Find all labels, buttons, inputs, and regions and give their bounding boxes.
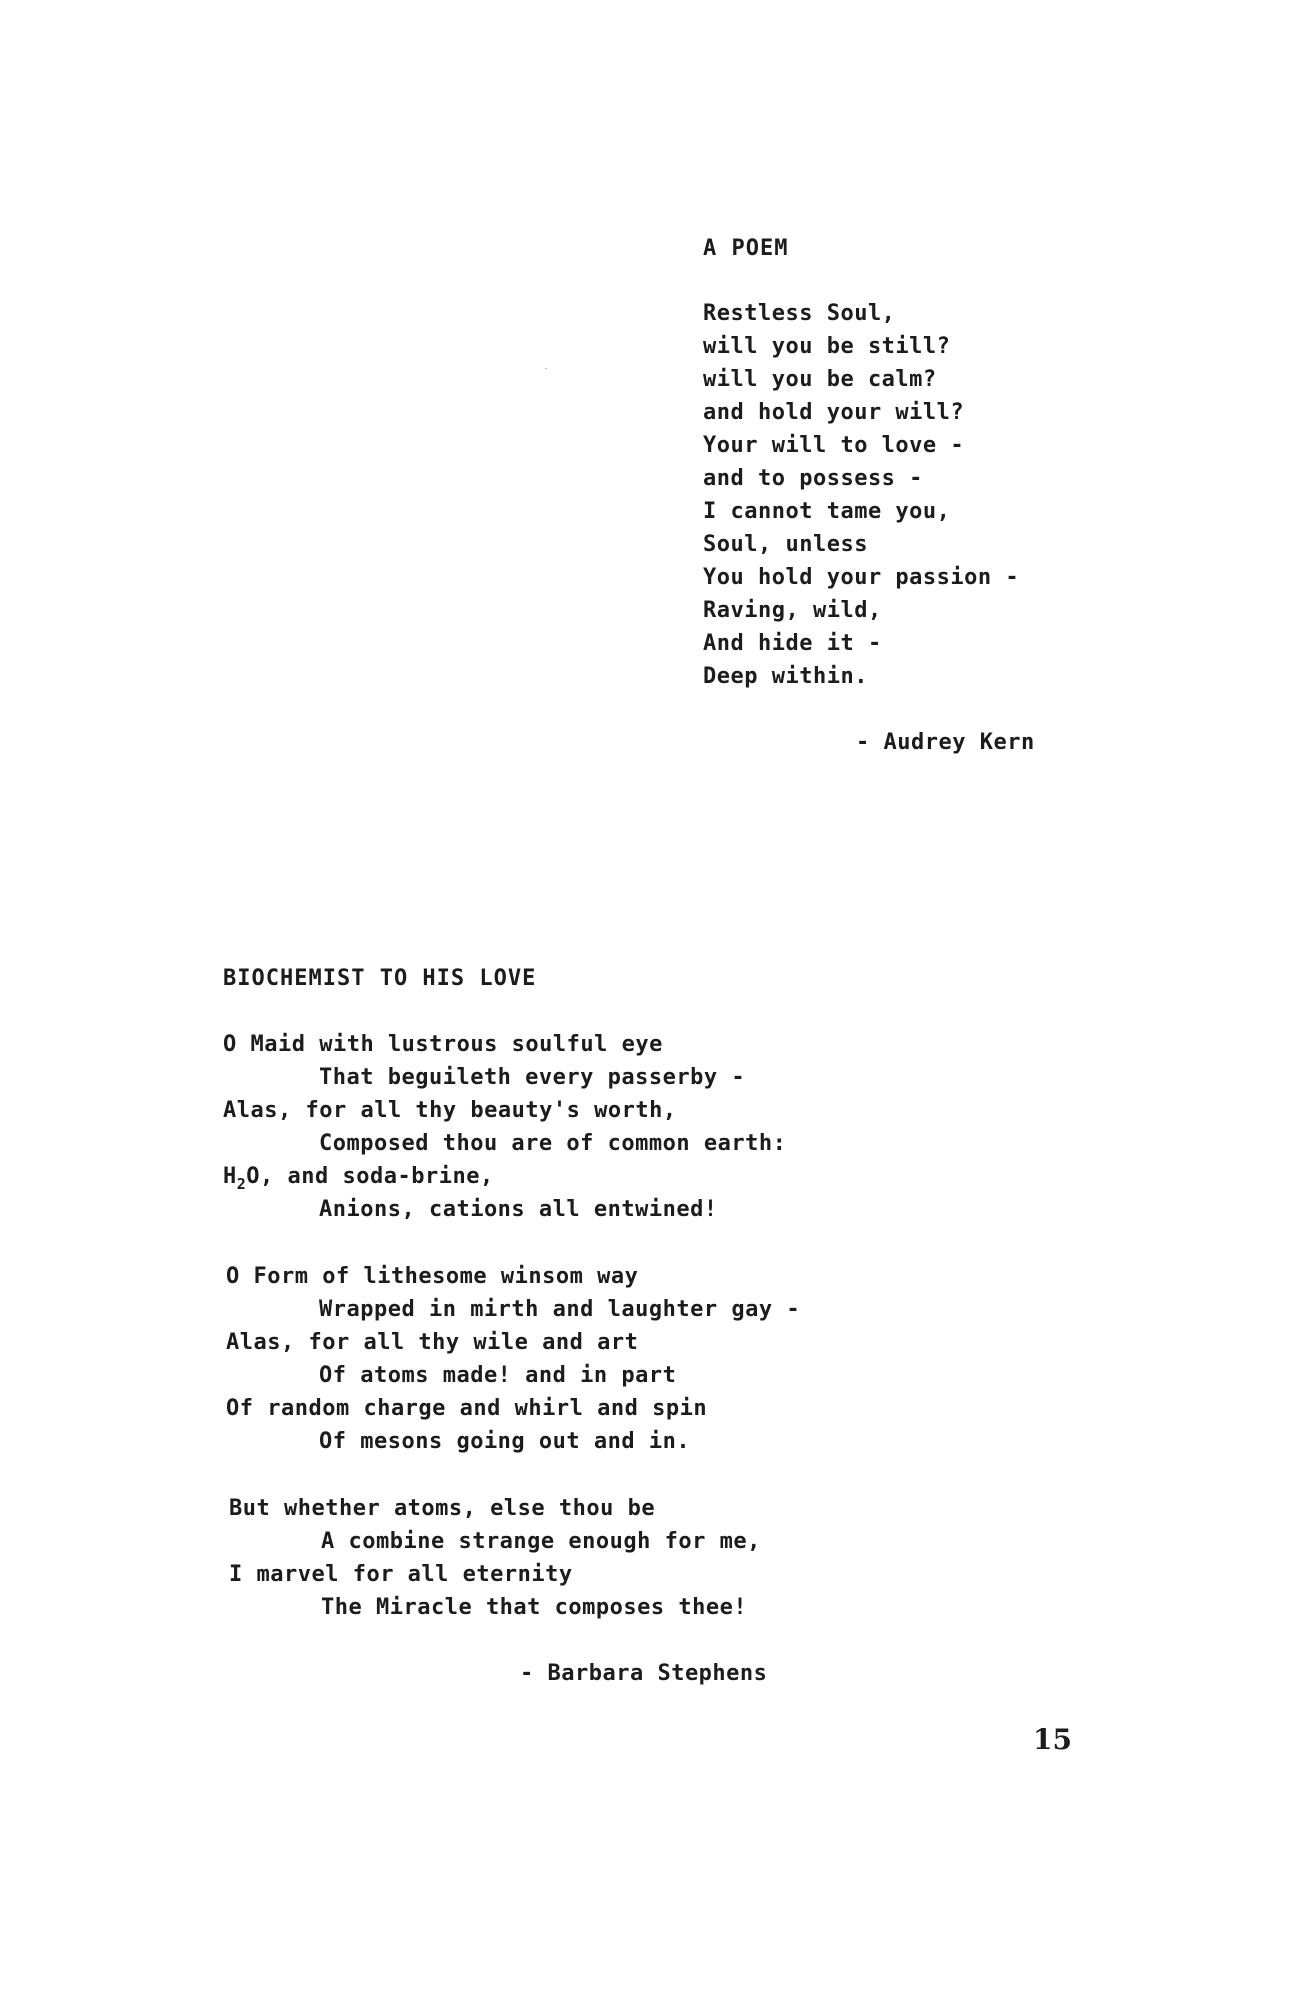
paper-speck bbox=[545, 368, 547, 369]
formula-subscript: 2 bbox=[236, 1175, 247, 1193]
poem2-line-formula bbox=[223, 1164, 494, 1193]
poem1-line: You hold your passion - bbox=[703, 565, 1020, 590]
formula-h: H bbox=[223, 1164, 237, 1189]
poem2-line: Wrapped in mirth and laughter gay - bbox=[319, 1297, 801, 1322]
poem2-line: Of mesons going out and in. bbox=[319, 1429, 691, 1454]
poem2-line: But whether atoms, else thou be bbox=[229, 1496, 656, 1521]
poem1-line: and hold your will? bbox=[703, 400, 965, 425]
formula-rest: O, and soda-brine, bbox=[246, 1164, 494, 1189]
poem2-line: A combine strange enough for me, bbox=[321, 1529, 761, 1554]
poem1-line: And hide it - bbox=[703, 631, 882, 656]
poem1-line: will you be still? bbox=[703, 334, 951, 359]
poem1-line: I cannot tame you, bbox=[703, 499, 951, 524]
poem2-line: Alas, for all thy beauty's worth, bbox=[223, 1098, 677, 1123]
poem1-line: and to possess - bbox=[703, 466, 923, 491]
poem2-line: I marvel for all eternity bbox=[229, 1562, 573, 1587]
poem2-author: - Barbara Stephens bbox=[520, 1661, 768, 1686]
poem2-line: O Form of lithesome winsom way bbox=[226, 1264, 639, 1289]
poem1-line: will you be calm? bbox=[703, 367, 937, 392]
poem2-line: O Maid with lustrous soulful eye bbox=[223, 1032, 663, 1057]
page-number: 15 bbox=[1033, 1723, 1072, 1756]
poem1-line: Restless Soul, bbox=[703, 301, 896, 326]
poem2-line: The Miracle that composes thee! bbox=[321, 1595, 748, 1620]
poem2-line: That beguileth every passerby - bbox=[319, 1065, 746, 1090]
poem1-line: Soul, unless bbox=[703, 532, 868, 557]
poem1-line: Raving, wild, bbox=[703, 598, 882, 623]
poem2-line: Anions, cations all entwined! bbox=[319, 1197, 718, 1222]
poem1-author: - Audrey Kern bbox=[856, 730, 1035, 755]
poem1-line: Deep within. bbox=[703, 664, 868, 689]
poem2-title: BIOCHEMIST TO HIS LOVE bbox=[223, 966, 537, 991]
poem2-line: Composed thou are of common earth: bbox=[319, 1131, 787, 1156]
poem2-line: Of atoms made! and in part bbox=[319, 1363, 677, 1388]
poem1-line: Your will to love - bbox=[703, 433, 965, 458]
poem2-line: Of random charge and whirl and spin bbox=[226, 1396, 708, 1421]
poem2-line: Alas, for all thy wile and art bbox=[226, 1330, 639, 1355]
poem1-title: A POEM bbox=[703, 236, 789, 261]
